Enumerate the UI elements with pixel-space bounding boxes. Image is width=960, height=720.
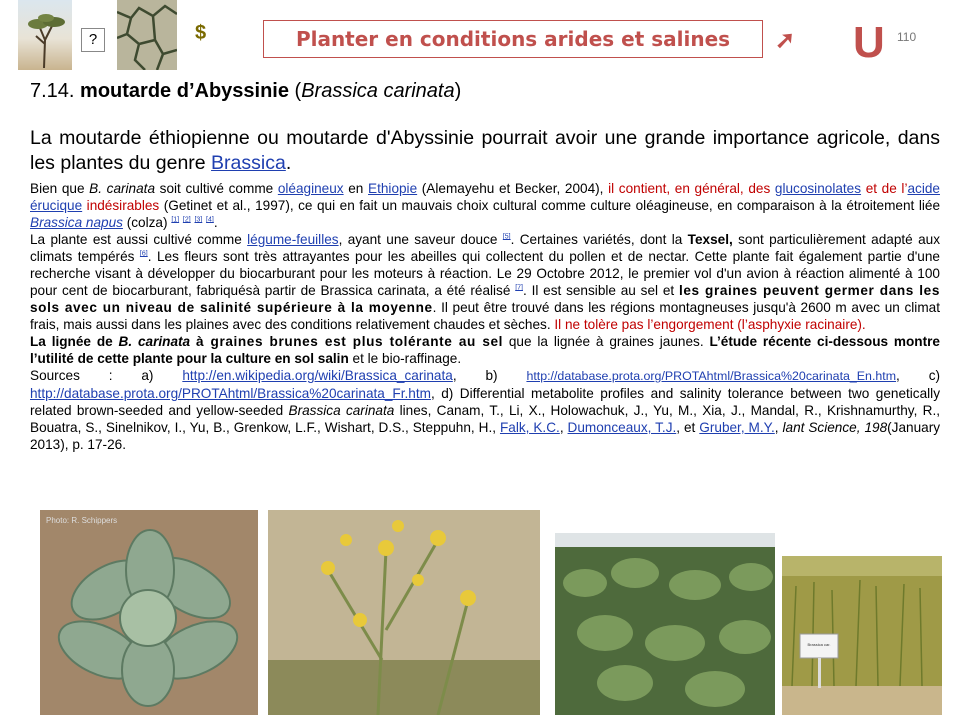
field-with-sign-image	[782, 556, 942, 715]
leafy-field-image	[555, 533, 775, 715]
ref-5-link[interactable]: [5]	[502, 233, 511, 241]
paragraph-3: La lignée de B. carinata à graines brunes est plus tolérante au sel que la lignée à graines jaunes. L’étude récente ci-dessous montre l’utilité de cette plante pour la culture en sol salin et le bio-raffinage.	[30, 334, 940, 366]
field-sign-label: Brassica car.	[807, 642, 831, 647]
ref-3-link[interactable]: [3]	[194, 216, 203, 224]
tree-icon	[18, 0, 72, 70]
oleagineux-link[interactable]: oléagineux	[277, 181, 344, 196]
brassica-napus-link[interactable]: Brassica napus	[30, 215, 123, 230]
wikipedia-source-link[interactable]: http://en.wikipedia.org/wiki/Brassica_carinata	[182, 368, 453, 383]
brassica-link[interactable]: Brassica	[211, 152, 286, 174]
lead-paragraph: La moutarde éthiopienne ou moutarde d'Abyssinie pourrait avoir une grande importance agricole, dans les plantes du genre Brassica.	[30, 127, 940, 174]
u-letter-link[interactable]: U	[853, 18, 885, 67]
arrow-northeast-icon[interactable]: ➚	[775, 27, 796, 54]
prota-fr-source-link[interactable]: http://database.prota.org/PROTAhtml/Brassica%20carinata_Fr.htm	[30, 386, 431, 401]
ref-4-link[interactable]: [4]	[206, 216, 214, 224]
paragraph-2: La plante est aussi cultivé comme légume-feuilles, ayant une saveur douce [5]. Certaines variétés, dont la Texsel, sont particulièrement adapté aux climats tempérés [6]. Les fleurs sont très attrayantes pour les abeilles qui collectent du pollen et de nectar. Cette plante fait également partie d'une recherche visant à développer du biocarburant pour les moteurs à réaction. Le 29 Octobre 2012, le premier vol d'un avion à réaction alimenté à 100 pour cent de biocarburant, fabriquésà partir de Brassica carinata, a été réalisé [7]. Il est sensible au sel et les graines peuvent germer dans les sols avec un niveau de salinité supérieure à la moyenne. Il peut être trouvé dans les régions montagneuses jusqu'à 2600 m avec un climat frais, mais aussi dans les plaines avec des conditions relativement chaudes et sèches. Il ne tolère pas l’engorgement (l’asphyxie racinaire).	[30, 232, 941, 332]
flowering-plant-photo	[268, 510, 540, 715]
page-title: Planter en conditions arides et salines	[295, 27, 731, 51]
paragraph-1: Bien que B. carinata soit cultivé comme oléagineux en Ethiopie (Alemayehu et Becker, 2004), il contient, en général, des glucosinolates et de l’acide érucique indésirables (Getinet et al., 1997), ce qui en fait un mauvais choix cultural comme culture oléagineuse, en comparaison à la étroitement liée Brassica napus (colza) [1] [2] [3] [4].	[30, 181, 940, 230]
rosette-plant-photo	[40, 510, 258, 715]
prota-en-source-link[interactable]: http://database.prota.org/PROTAhtml/Brassica%20carinata_En.htm	[526, 369, 897, 383]
sources-paragraph: Sources : a) http://en.wikipedia.org/wiki/Brassica_carinata, b) http://database.prota.org/PROTAhtml/Brassica%20carinata_En.htm, c) http://database.prota.org/PROTAhtml/Brassica%20carinata_Fr.htm, d) Differential metabolite profiles and salinity tolerance between two genetically related brown-seeded and yellow-seeded Brassica carinata lines, Canam, T., Li, X., Holowachuk, J., Yu, M., Xia, J., Mandal, R., Krishnamurthy, R., Bouatra, S., Sinelnikov, I., Yu, B., Grenkow, L.F., Wishart, D.S., Steppuhn, H., Falk, K.C., Dumonceaux, T.J., et Gruber, M.Y., lant Science, 198(January 2013), p. 17-26.	[30, 368, 941, 452]
yellow-flowers-image	[268, 510, 540, 715]
body-text	[30, 180, 940, 453]
ref-1-link[interactable]: [1]	[171, 216, 180, 224]
rosette-plant-image	[40, 510, 258, 715]
page-title-box	[263, 20, 763, 58]
cracked-earth-icon	[117, 0, 177, 70]
field-sign-photo	[782, 556, 942, 715]
glucosinolates-link[interactable]: glucosinolates	[774, 181, 862, 196]
dumonceaux-link[interactable]: Dumonceaux, T.J.	[567, 420, 677, 435]
ref-6-link[interactable]: [6]	[139, 250, 148, 258]
photo-caption: Photo: R. Schippers	[46, 516, 118, 525]
ref-2-link[interactable]: [2]	[182, 216, 191, 224]
acide-erucique-link[interactable]: acide érucique	[30, 181, 940, 213]
cracked-earth-thumbnail[interactable]	[117, 0, 177, 70]
gruber-link[interactable]: Gruber, M.Y.	[699, 420, 775, 435]
tree-thumbnail[interactable]	[18, 0, 72, 70]
ref-7-link[interactable]: [7]	[515, 284, 523, 292]
falk-link[interactable]: Falk, K.C.	[499, 420, 560, 435]
dollar-link[interactable]: $	[195, 22, 207, 44]
field-plants-photo	[555, 533, 775, 715]
page-number: 110	[897, 30, 917, 44]
legume-feuilles-link[interactable]: légume-feuilles	[247, 232, 339, 247]
ethiopie-link[interactable]: Ethiopie	[368, 181, 418, 196]
section-heading: 7.14. moutarde d’Abyssinie (Brassica carinata)	[30, 80, 462, 102]
question-link[interactable]: ?	[81, 28, 105, 52]
